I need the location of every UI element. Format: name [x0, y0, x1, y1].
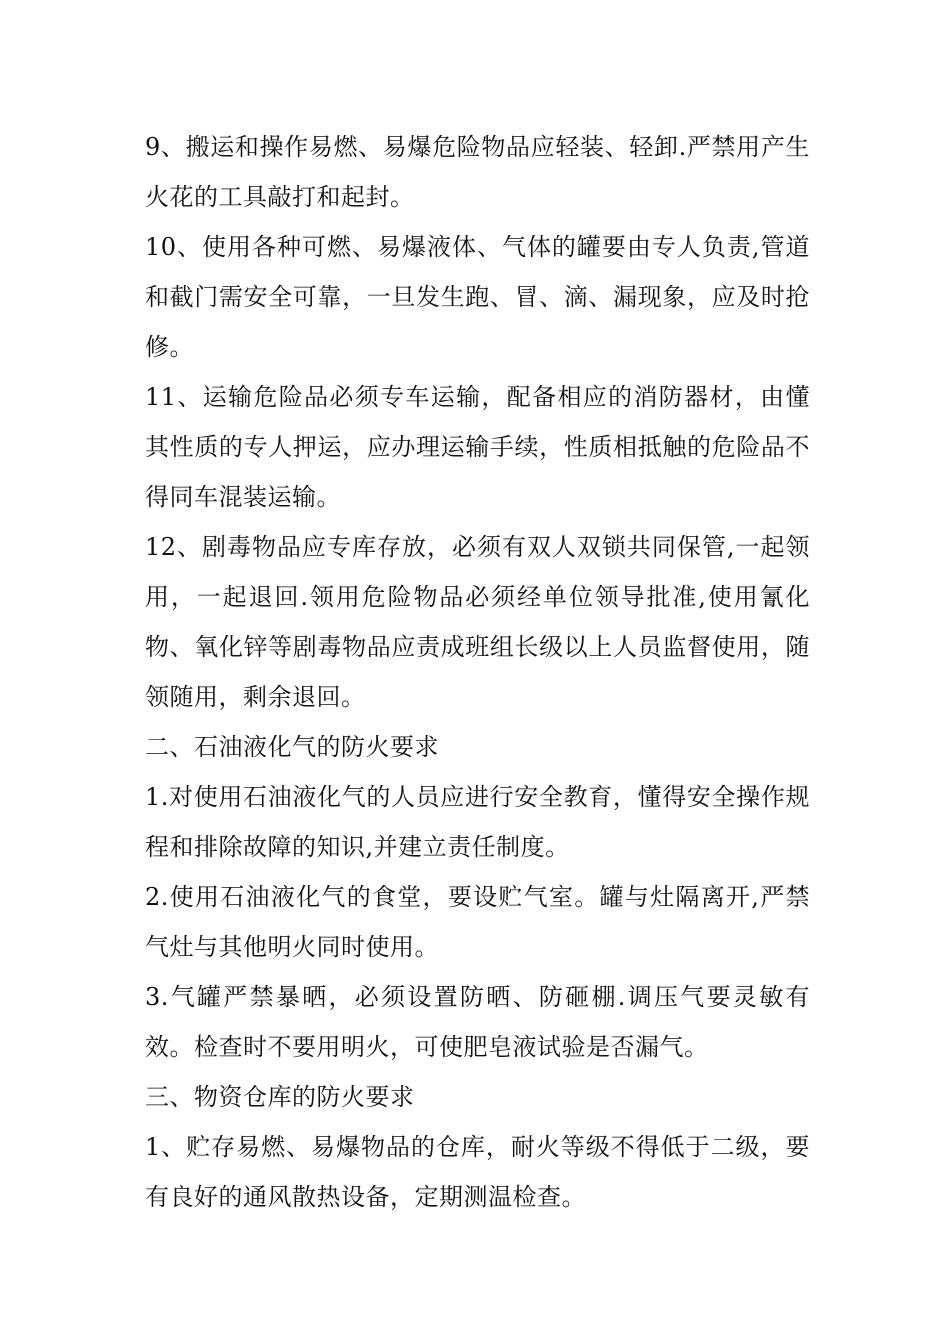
paragraph-rule-11: 11、运输危险品必须专车运输，配备相应的消防器材，由懂其性质的专人押运，应办理运输手续，性质相抵触的危险品不得同车混装运输。: [145, 383, 810, 511]
paragraph-rule-10: 10、使用各种可燃、易爆液体、气体的罐要由专人负责,管道和截门需安全可靠，一旦发生跑、冒、滴、漏现象，应及时抢修。: [145, 233, 810, 361]
paragraph-lpg-1: 1.对使用石油液化气的人员应进行安全教育，懂得安全操作规程和排除故障的知识,并建立责任制度。: [145, 783, 810, 861]
paragraph-warehouse-1: 1、贮存易燃、易爆物品的仓库，耐火等级不得低于二级，要有良好的通风散热设备，定期测温检查。: [145, 1133, 810, 1211]
paragraph-rule-9: 9、搬运和操作易燃、易爆危险物品应轻装、轻卸.严禁用产生火花的工具敲打和起封。: [145, 133, 810, 211]
document-body: [145, 122, 810, 1222]
section-heading-lpg: 二、石油液化气的防火要求: [145, 733, 439, 761]
paragraph-rule-12: 12、剧毒物品应专库存放，必须有双人双锁共同保管,一起领用，一起退回.领用危险物品必须经单位领导批准,使用氰化物、氧化锌等剧毒物品应责成班组长级以上人员监督使用，随领随用，剩余退回。: [145, 533, 810, 711]
paragraph-lpg-3: 3.气罐严禁暴晒，必须设置防晒、防砸棚.调压气要灵敏有效。检查时不要用明火，可使肥皂液试验是否漏气。: [145, 983, 810, 1061]
paragraph-lpg-2: 2.使用石油液化气的食堂，要设贮气室。罐与灶隔离开,严禁气灶与其他明火同时使用。: [145, 883, 810, 961]
section-heading-warehouse: 三、物资仓库的防火要求: [145, 1083, 415, 1111]
